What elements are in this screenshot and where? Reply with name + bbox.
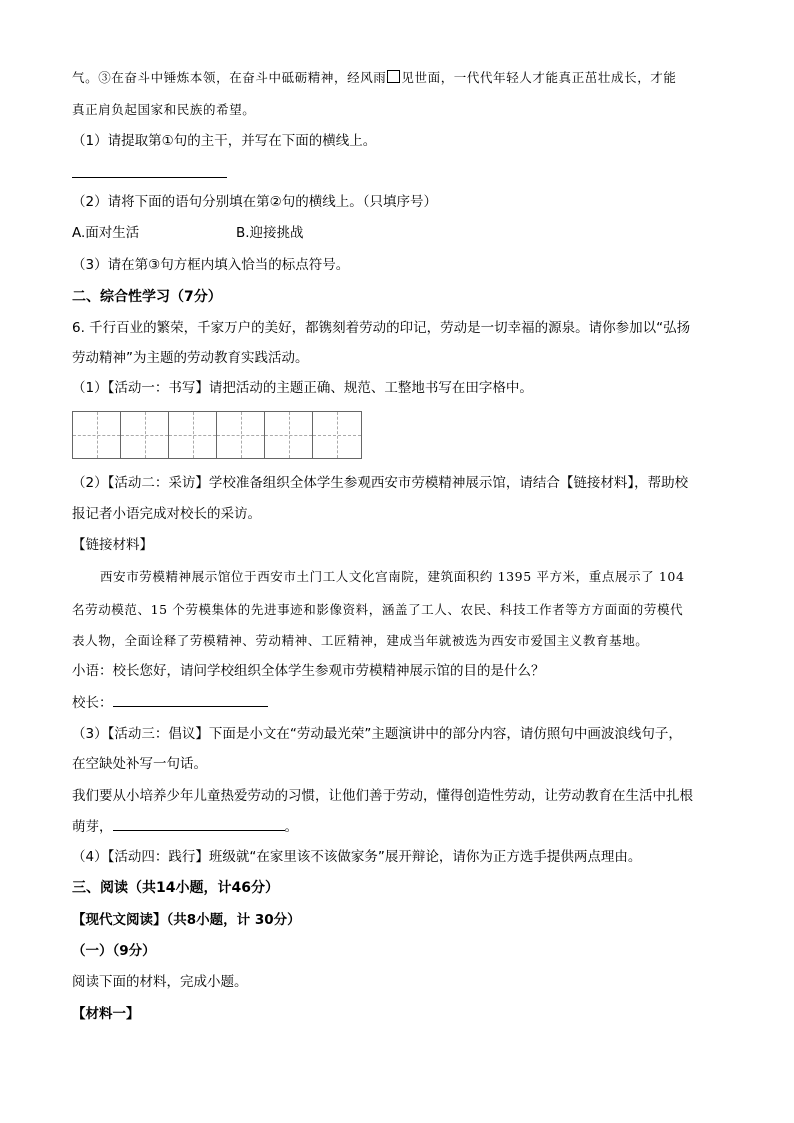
q6-line-1: 6. 千行百业的繁荣，千家万户的美好，都镌刻着劳动的印记，劳动是一切幸福的源泉。请你参加以“弘扬 xyxy=(72,320,691,336)
grid-cell[interactable] xyxy=(313,412,361,458)
punctuation-box xyxy=(387,70,400,83)
option-a: A.面对生活 xyxy=(72,225,140,241)
answer-blank[interactable] xyxy=(113,816,285,831)
continuation-line-1 xyxy=(72,68,724,88)
principal-label: 校长： xyxy=(72,695,113,711)
option-b: B.迎接挑战 xyxy=(236,225,304,241)
tianzige-grid[interactable] xyxy=(72,411,362,459)
text: 见世面，一代代年轻人才能真正茁壮成长，才能 xyxy=(401,70,677,85)
activity-2-line-1: （2）【活动二：采访】学校准备组织全体学生参观西安市劳模精神展示馆，请结合【链接材料】，帮助校 xyxy=(72,475,689,491)
text: 萌芽， xyxy=(72,819,113,835)
activity-1: （1）【活动一：书写】请把活动的主题正确、规范、工整地书写在田字格中。 xyxy=(72,380,533,396)
grid-cell[interactable] xyxy=(73,412,121,458)
grid-cell[interactable] xyxy=(217,412,265,458)
grid-cell[interactable] xyxy=(121,412,169,458)
speech-line-2 xyxy=(72,816,724,837)
answer-blank[interactable] xyxy=(113,692,268,707)
grid-cell[interactable] xyxy=(169,412,217,458)
link-material-line-2: 名劳动模范、15 个劳模集体的先进事迹和影像资料，涵盖了工人、农民、科技工作者等方方面面的劳模代 xyxy=(72,602,684,617)
text: 气。③在奋斗中锤炼本领，在奋斗中砥砺精神，经风雨 xyxy=(72,70,387,85)
activity-4: （4）【活动四：践行】班级就“在家里该不该做家务”展开辩论，请你为正方选手提供两点理由。 xyxy=(72,849,642,865)
text: 。 xyxy=(284,819,298,835)
xiaoyu-question: 小语：校长您好，请问学校组织全体学生参观市劳模精神展示馆的目的是什么？ xyxy=(72,663,545,679)
activity-3-line-2: 在空缺处补写一句话。 xyxy=(72,756,207,772)
link-material-title: 【链接材料】 xyxy=(72,537,153,553)
section-2-heading: 二、综合性学习（7分） xyxy=(72,289,222,305)
activity-2-line-2: 报记者小语完成对校长的采访。 xyxy=(72,506,261,522)
modern-reading-heading: 【现代文阅读】（共8小题，计 30分） xyxy=(72,912,301,928)
continuation-line-2: 真正肩负起国家和民族的希望。 xyxy=(72,102,256,117)
q6-line-2: 劳动精神”为主题的劳动教育实践活动。 xyxy=(72,350,309,366)
answer-blank-rule[interactable] xyxy=(72,177,227,178)
speech-line-1: 我们要从小培养少年儿童热爱劳动的习惯，让他们善于劳动，懂得创造性劳动，让劳动教育在生活中扎根 xyxy=(72,788,693,804)
grid-cell[interactable] xyxy=(265,412,313,458)
q5-part3: （3）请在第③句方框内填入恰当的标点符号。 xyxy=(72,257,350,273)
q5-part1: （1）请提取第①句的主干，并写在下面的横线上。 xyxy=(72,133,377,149)
material-one-title: 【材料一】 xyxy=(72,1006,140,1022)
q5-options xyxy=(72,223,724,243)
activity-3-line-1: （3）【活动三：倡议】下面是小文在“劳动最光荣”主题演讲中的部分内容，请仿照句中画波浪线句子， xyxy=(72,726,682,742)
part-one-heading: （一）（9分） xyxy=(72,943,156,959)
link-material-line-3: 表人物，全面诠释了劳模精神、劳动精神、工匠精神，建成当年就被选为西安市爱国主义教育基地。 xyxy=(72,633,649,648)
link-material-line-1: 西安市劳模精神展示馆位于西安市土门工人文化宫南院，建筑面积约 1395 平方米，重点展示了 104 xyxy=(100,569,685,584)
reading-instruction: 阅读下面的材料，完成小题。 xyxy=(72,974,248,990)
section-3-heading: 三、阅读（共14小题，计46分） xyxy=(72,880,279,896)
principal-answer xyxy=(72,692,724,713)
q5-part2: （2）请将下面的语句分别填在第②句的横线上。（只填序号） xyxy=(72,194,437,210)
